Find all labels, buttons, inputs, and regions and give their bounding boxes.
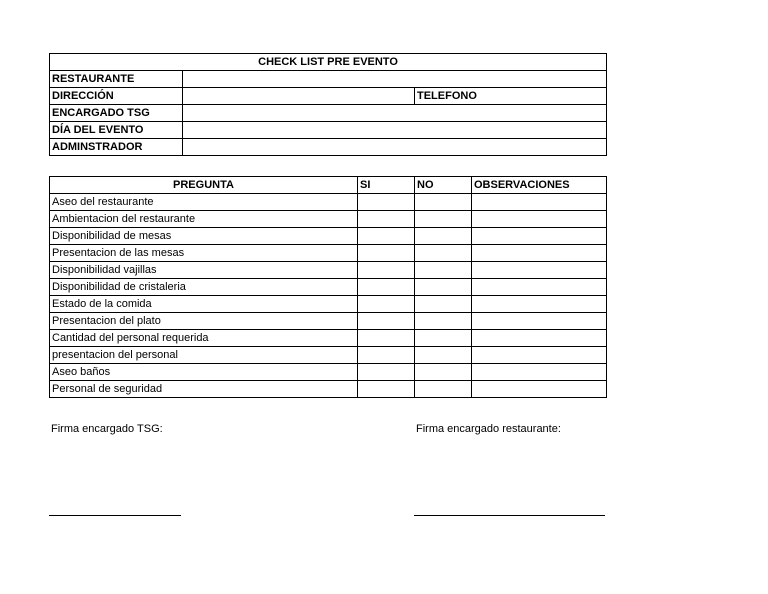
si-cell[interactable] (358, 228, 415, 245)
col-header-observaciones: OBSERVACIONES (472, 177, 607, 194)
observaciones-cell[interactable] (472, 245, 607, 262)
table-row (50, 381, 607, 398)
table-row (50, 347, 607, 364)
event-info-table (49, 53, 607, 156)
question-label: Presentacion de las mesas (50, 245, 358, 262)
si-cell[interactable] (358, 296, 415, 313)
question-label: Disponibilidad de cristaleria (50, 279, 358, 296)
no-cell[interactable] (415, 211, 472, 228)
observaciones-cell[interactable] (472, 364, 607, 381)
si-cell[interactable] (358, 330, 415, 347)
no-cell[interactable] (415, 364, 472, 381)
question-label: presentacion del personal (50, 347, 358, 364)
no-cell[interactable] (415, 330, 472, 347)
no-cell[interactable] (415, 279, 472, 296)
table-row (50, 194, 607, 211)
si-cell[interactable] (358, 381, 415, 398)
telefono-label: TELEFONO (415, 88, 607, 105)
si-cell[interactable] (358, 262, 415, 279)
encargado-field[interactable] (183, 105, 607, 122)
question-label: Estado de la comida (50, 296, 358, 313)
question-label: Presentacion del plato (50, 313, 358, 330)
table-row (50, 279, 607, 296)
col-header-si: SI (358, 177, 415, 194)
administrador-label: ADMINSTRADOR (50, 139, 183, 156)
table-row (50, 313, 607, 330)
no-cell[interactable] (415, 245, 472, 262)
table-row (50, 330, 607, 347)
dia-evento-field[interactable] (183, 122, 607, 139)
table-row (50, 262, 607, 279)
table-row (50, 364, 607, 381)
observaciones-cell[interactable] (472, 347, 607, 364)
si-cell[interactable] (358, 245, 415, 262)
dia-evento-label: DÍA DEL EVENTO (50, 122, 183, 139)
no-cell[interactable] (415, 262, 472, 279)
observaciones-cell[interactable] (472, 279, 607, 296)
encargado-label: ENCARGADO TSG (50, 105, 183, 122)
question-label: Disponibilidad vajillas (50, 262, 358, 279)
no-cell[interactable] (415, 313, 472, 330)
si-cell[interactable] (358, 364, 415, 381)
col-header-pregunta: PREGUNTA (50, 177, 358, 194)
si-cell[interactable] (358, 279, 415, 296)
direccion-field[interactable] (183, 88, 415, 105)
question-label: Personal de seguridad (50, 381, 358, 398)
signature-tsg-label: Firma encargado TSG: (51, 423, 163, 435)
no-cell[interactable] (415, 296, 472, 313)
si-cell[interactable] (358, 313, 415, 330)
question-label: Ambientacion del restaurante (50, 211, 358, 228)
table-row (50, 211, 607, 228)
checklist-header-row (50, 177, 607, 194)
observaciones-cell[interactable] (472, 296, 607, 313)
question-label: Cantidad del personal requerida (50, 330, 358, 347)
observaciones-cell[interactable] (472, 262, 607, 279)
signature-tsg-line[interactable] (49, 515, 181, 516)
observaciones-cell[interactable] (472, 211, 607, 228)
col-header-no: NO (415, 177, 472, 194)
form-title: CHECK LIST PRE EVENTO (50, 54, 607, 71)
direccion-label: DIRECCIÓN (50, 88, 183, 105)
no-cell[interactable] (415, 228, 472, 245)
administrador-field[interactable] (183, 139, 607, 156)
table-row (50, 228, 607, 245)
observaciones-cell[interactable] (472, 313, 607, 330)
question-label: Aseo del restaurante (50, 194, 358, 211)
question-label: Disponibilidad de mesas (50, 228, 358, 245)
table-row (50, 245, 607, 262)
restaurante-field[interactable] (183, 71, 607, 88)
observaciones-cell[interactable] (472, 381, 607, 398)
signature-restaurant-label: Firma encargado restaurante: (416, 423, 561, 435)
question-label: Aseo baños (50, 364, 358, 381)
no-cell[interactable] (415, 347, 472, 364)
observaciones-cell[interactable] (472, 330, 607, 347)
restaurante-label: RESTAURANTE (50, 71, 183, 88)
no-cell[interactable] (415, 194, 472, 211)
no-cell[interactable] (415, 381, 472, 398)
si-cell[interactable] (358, 347, 415, 364)
si-cell[interactable] (358, 211, 415, 228)
observaciones-cell[interactable] (472, 228, 607, 245)
table-row (50, 296, 607, 313)
checklist-table (49, 176, 607, 398)
signature-restaurant-line[interactable] (414, 515, 605, 516)
si-cell[interactable] (358, 194, 415, 211)
observaciones-cell[interactable] (472, 194, 607, 211)
